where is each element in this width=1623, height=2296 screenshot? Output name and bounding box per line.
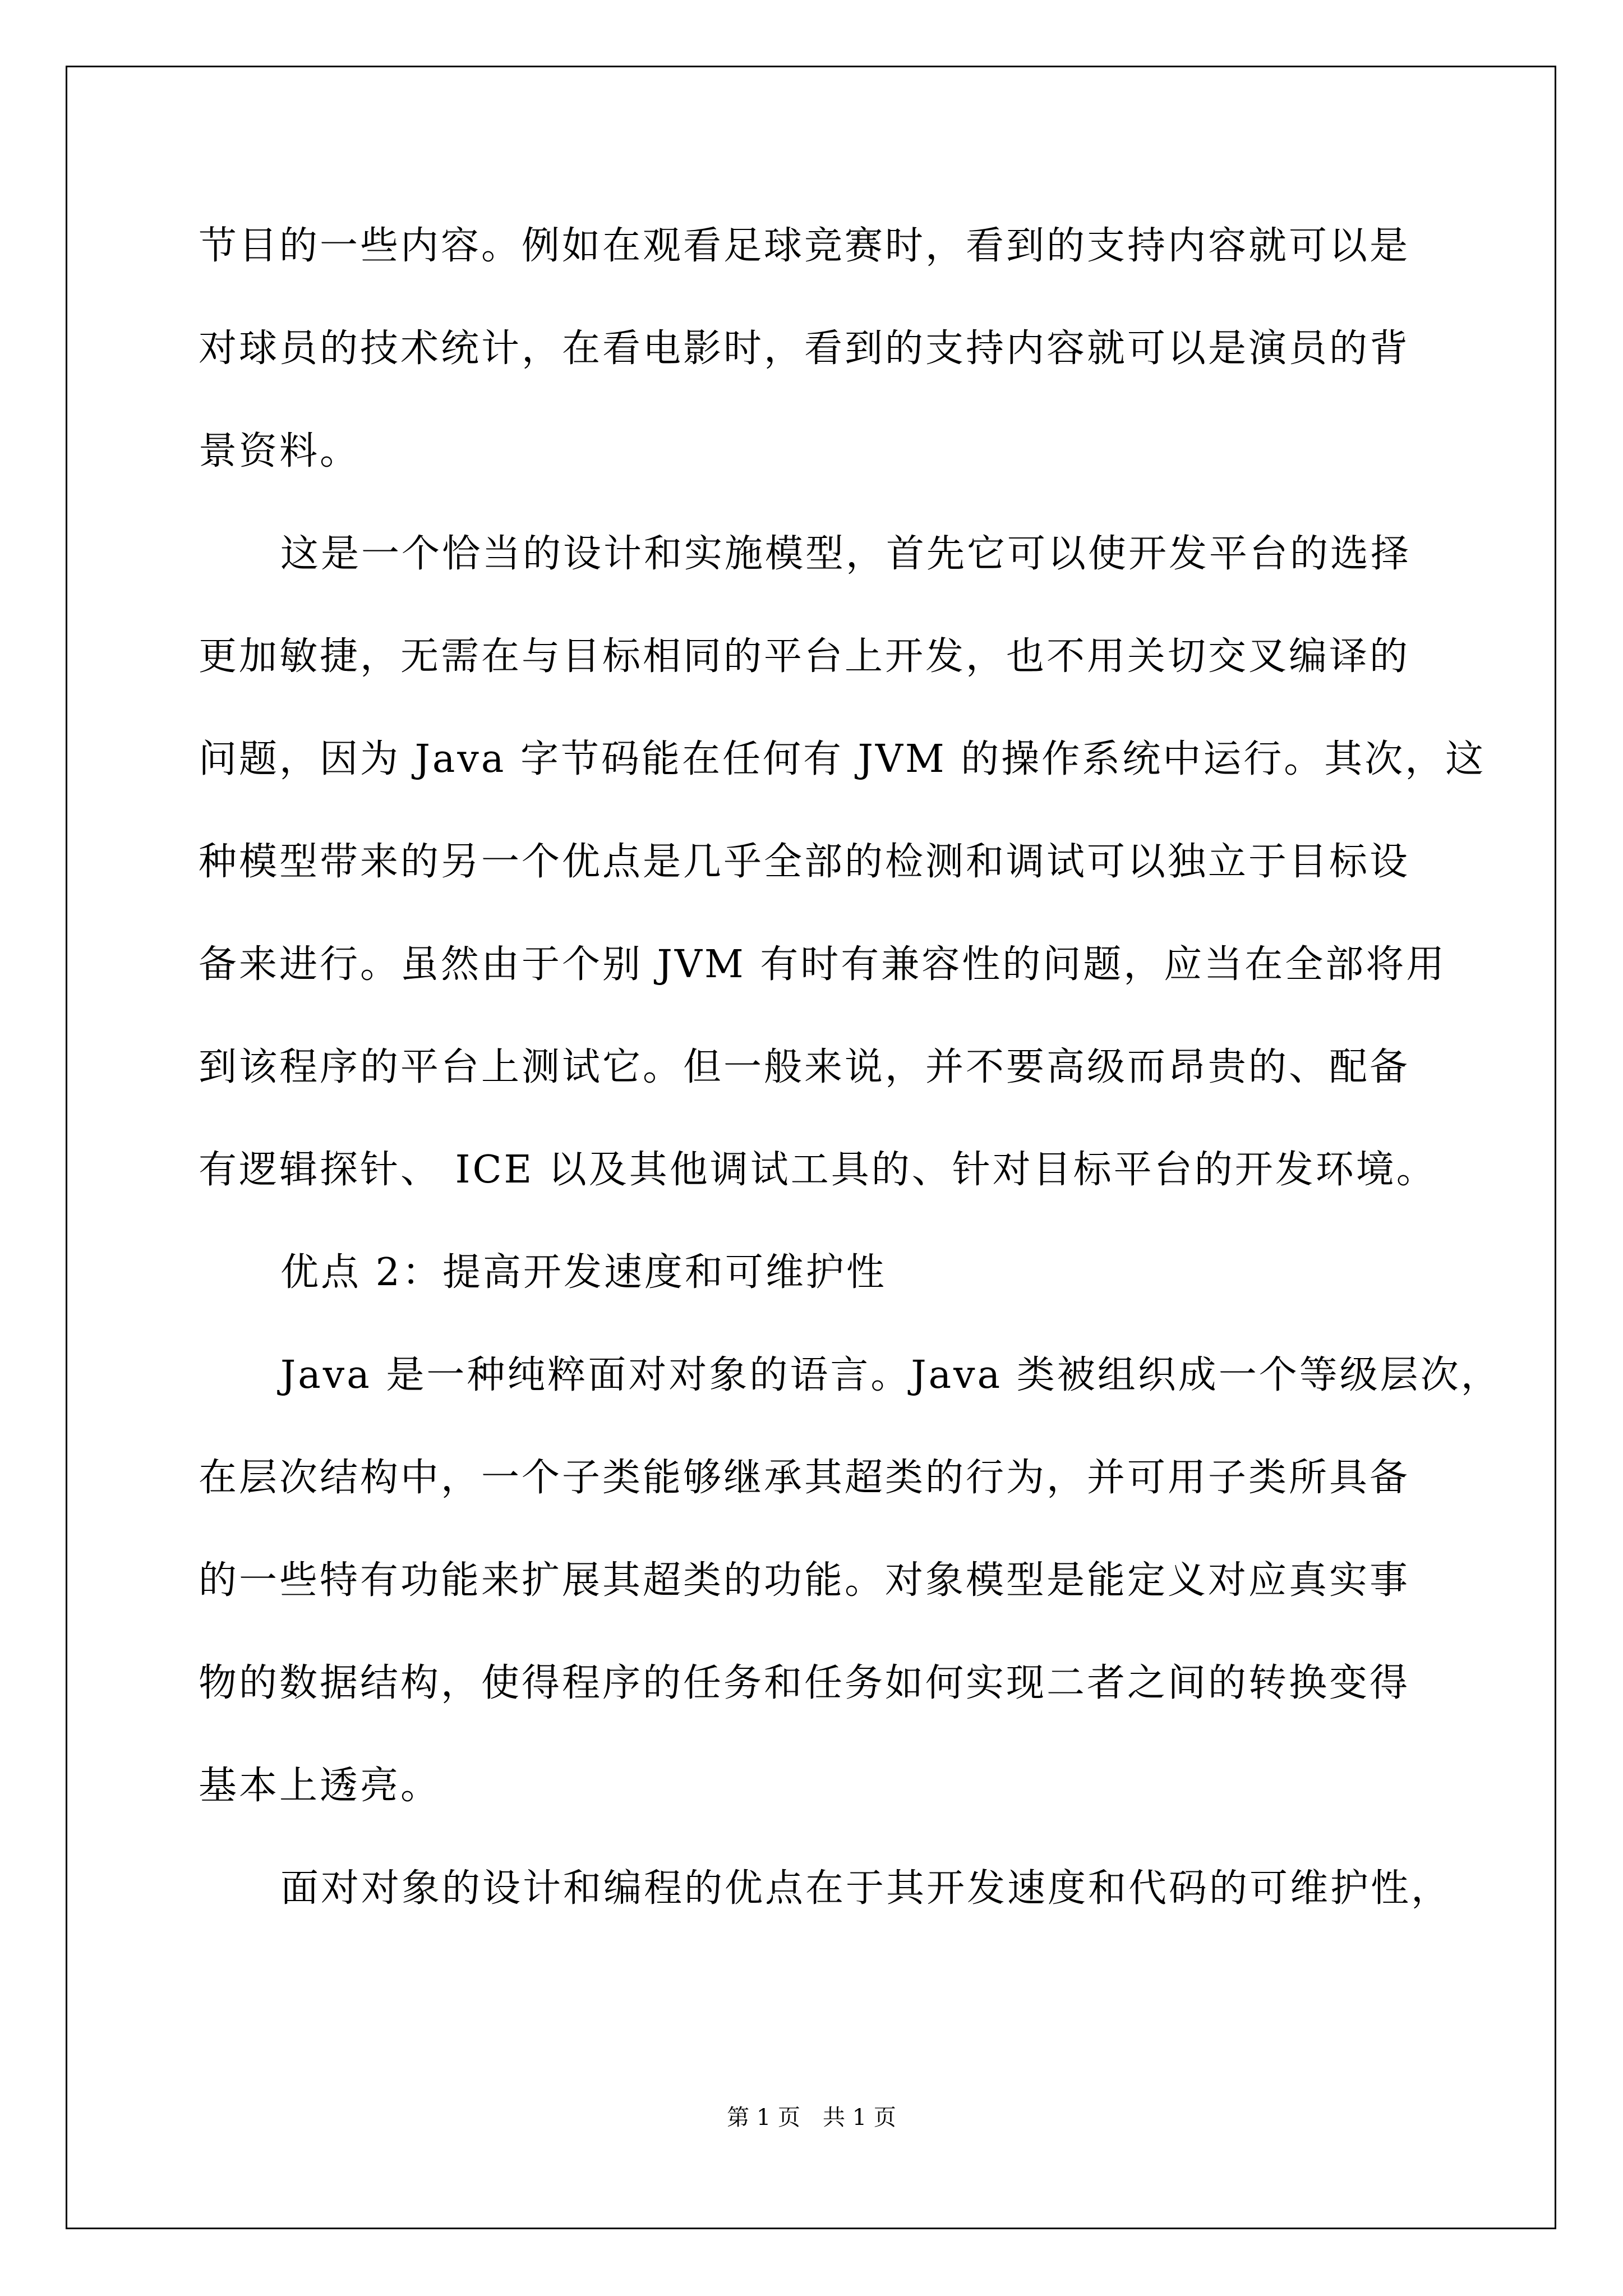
text-line: 景资料。	[199, 429, 361, 473]
text-line: 在层次结构中，一个子类能够继承其超类的行为，并可用子类所具备	[199, 1456, 1410, 1500]
page-number-footer: 第 1 页 共 1 页	[727, 2105, 896, 2131]
text-line: 对球员的技术统计，在看电影时，看到的支持内容就可以是演员的背	[199, 326, 1410, 371]
text-line: 问题，因为 Java 字节码能在任何有 JVM 的操作系统中运行。其次，这	[199, 737, 1486, 781]
paragraph-start-line: Java 是一种纯粹面对对象的语言。Java 类被组织成一个等级层次，	[280, 1353, 1501, 1397]
text-line: 基本上透亮。	[199, 1764, 441, 1808]
text-line: 更加敏捷，无需在与目标相同的平台上开发，也不用关切交叉编译的	[199, 634, 1410, 679]
text-line: 种模型带来的另一个优点是几乎全部的检测和调试可以独立于目标设	[199, 840, 1410, 884]
text-line: 备来进行。虽然由于个别 JVM 有时有兼容性的问题，应当在全部将用	[199, 942, 1447, 987]
paragraph-start-line: 面对对象的设计和编程的优点在于其开发速度和代码的可维护性，	[280, 1866, 1452, 1911]
text-line: 到该程序的平台上测试它。但一般来说，并不要高级而昂贵的、配备	[199, 1045, 1410, 1089]
section-heading: 优点 2：提高开发速度和可维护性	[280, 1250, 887, 1295]
text-line: 的一些特有功能来扩展其超类的功能。对象模型是能定义对应真实事	[199, 1558, 1410, 1603]
paragraph-start-line: 这是一个恰当的设计和实施模型，首先它可以使开发平台的选择	[280, 532, 1412, 576]
text-line: 有逻辑探针、 ICE 以及其他调试工具的、针对目标平台的开发环境。	[199, 1148, 1437, 1192]
text-line: 物的数据结构，使得程序的任务和任务如何实现二者之间的转换变得	[199, 1661, 1410, 1705]
text-line: 节目的一些内容。例如在观看足球竞赛时，看到的支持内容就可以是	[199, 224, 1410, 268]
